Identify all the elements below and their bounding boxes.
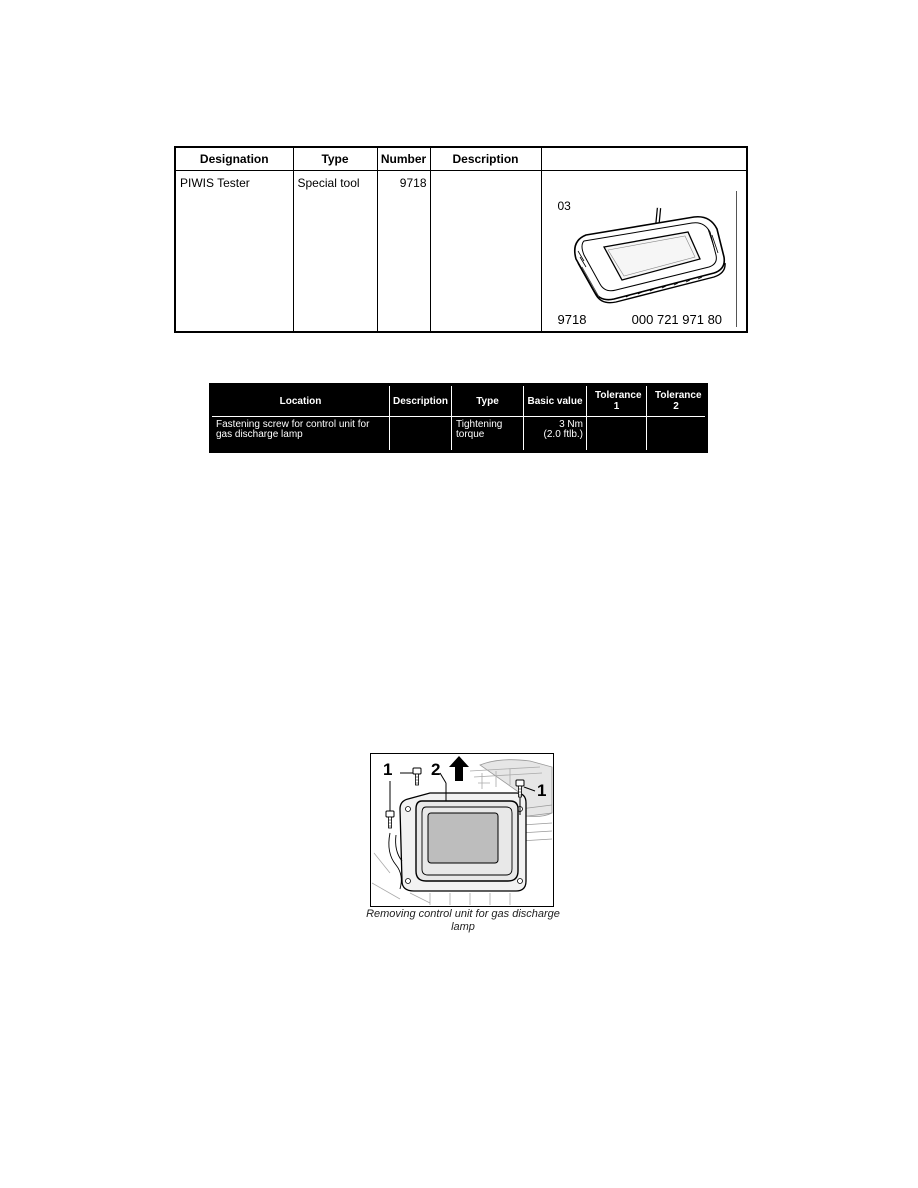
tools-header-row: [175, 147, 747, 171]
header-designation: Designation: [175, 147, 293, 171]
basic-value-nm: 3 Nm: [559, 419, 583, 430]
callout-screw-right: 1: [537, 781, 547, 800]
tightening-torque-table: [209, 383, 708, 453]
header-type: Type: [293, 147, 377, 171]
cell-location: Fastening screw for control unit for gas discharge lamp: [212, 417, 390, 450]
cell-tolerance-2: [647, 417, 705, 450]
cell-type: Special tool: [293, 171, 377, 333]
header-basic-value: Basic value: [524, 386, 587, 417]
piwis-tester-icon: [542, 171, 748, 331]
cell-designation: PIWIS Tester: [175, 171, 293, 333]
image-divider: [736, 191, 737, 327]
basic-value-ftlb: (2.0 ftlb.): [543, 429, 583, 440]
figure-caption: Removing control unit for gas discharge lamp: [366, 908, 560, 933]
header-tolerance-1: Tolerance 1: [587, 386, 647, 417]
tool-image: [542, 171, 747, 331]
special-tools-table: [174, 146, 748, 333]
header-image: [541, 147, 747, 171]
cell-basic-value: [524, 417, 587, 450]
control-unit-figure: [370, 753, 554, 907]
table-row: [212, 417, 705, 450]
spec-header-row: [212, 386, 705, 417]
cell-tolerance-1: [587, 417, 647, 450]
cell-description: [430, 171, 541, 333]
cell-tool-image: [541, 171, 747, 333]
header-description: Description: [390, 386, 452, 417]
control-unit-removal-icon: [370, 753, 554, 907]
cell-description: [390, 417, 452, 450]
callout-control-unit: 2: [431, 760, 441, 779]
header-description: Description: [430, 147, 541, 171]
cell-type: Tightening torque: [452, 417, 524, 450]
header-number: Number: [377, 147, 430, 171]
tool-image-number: 9718: [557, 312, 587, 327]
tool-part-number: 000 721 971 80: [631, 312, 723, 327]
cell-number: 9718: [377, 171, 430, 333]
header-location: Location: [212, 386, 390, 417]
header-type: Type: [452, 386, 524, 417]
tool-part-number-line: [558, 312, 723, 327]
table-row: [175, 171, 747, 333]
callout-screw-left: 1: [383, 760, 393, 779]
tool-image-code: 03: [557, 199, 571, 213]
header-tolerance-2: Tolerance 2: [647, 386, 705, 417]
